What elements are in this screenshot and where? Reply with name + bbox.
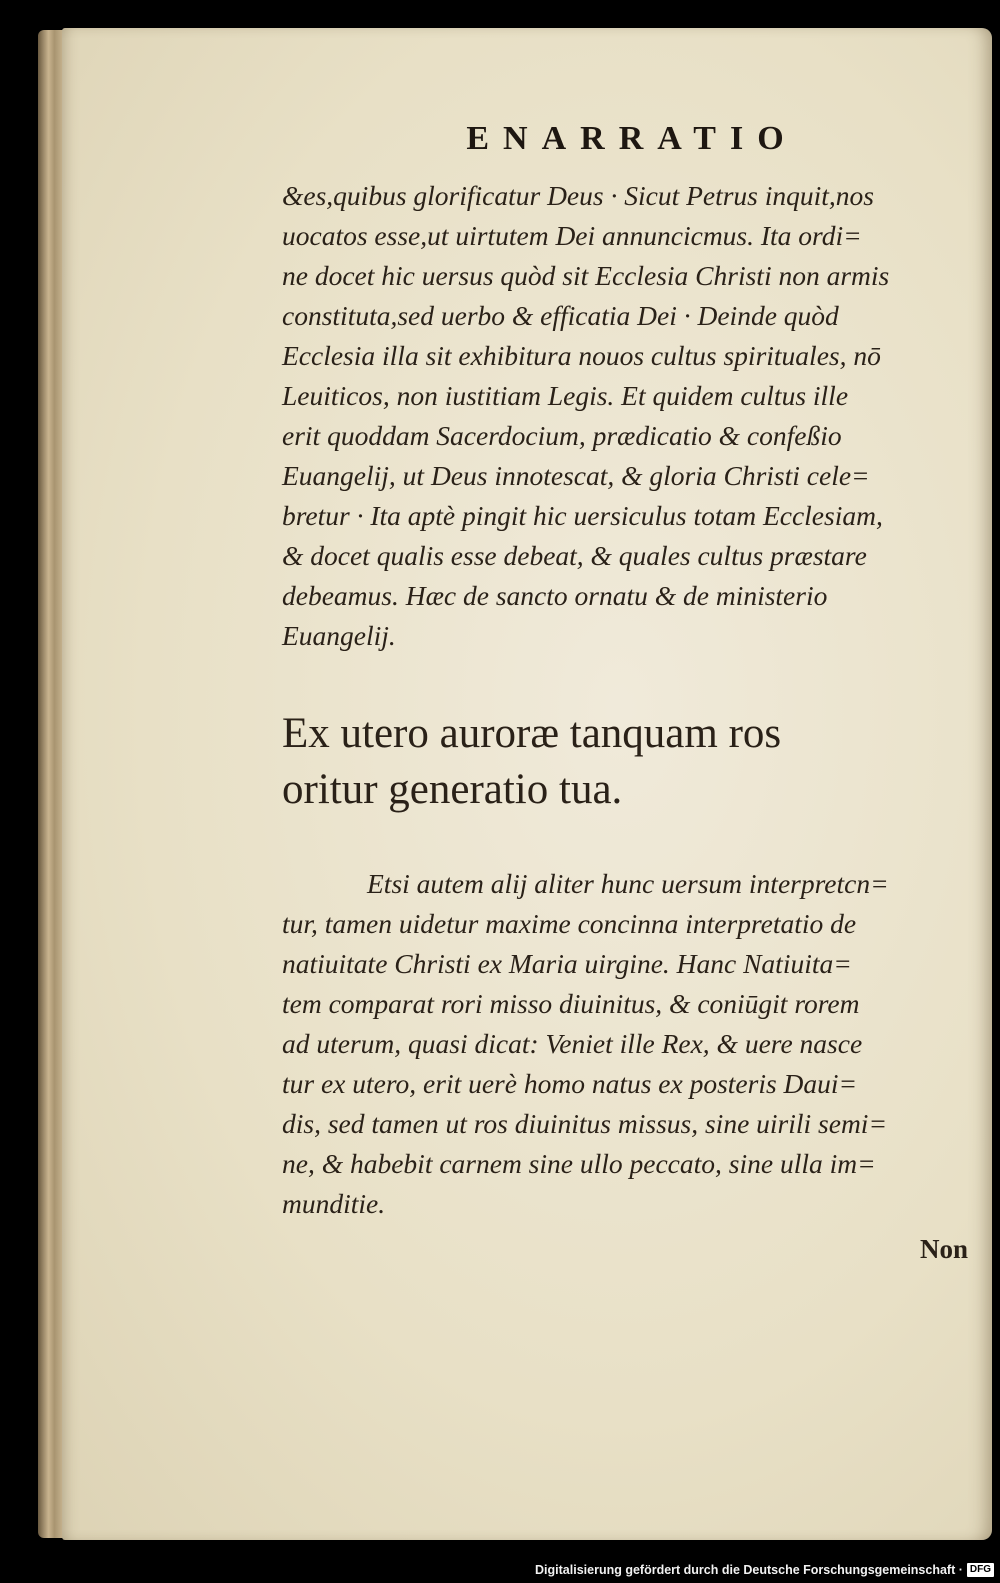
text-line: tur ex utero, erit uerè homo natus ex posteris Daui= xyxy=(282,1068,858,1099)
text-line: munditie. xyxy=(282,1188,386,1219)
dfg-logo-icon: DFG xyxy=(967,1563,994,1577)
verse-line: oritur generatio tua. xyxy=(282,766,623,813)
book-page xyxy=(62,28,992,1540)
text-line: Ecclesia illa sit exhibitura nouos cultus spirituales, nō xyxy=(282,340,881,371)
psalm-verse xyxy=(282,706,982,818)
text-line: Etsi autem alij aliter hunc uersum interpretcn= xyxy=(367,868,889,899)
text-line: erit quoddam Sacerdocium, prædicatio & confeßio xyxy=(282,420,842,451)
text-line: natiuitate Christi ex Maria uirgine. Hanc Natiuita= xyxy=(282,948,852,979)
text-line: Euangelij, ut Deus innotescat, & gloria Christi cele= xyxy=(282,460,870,491)
digitization-credit xyxy=(535,1559,994,1581)
text-line: tur, tamen uidetur maxime concinna interpretatio de xyxy=(282,908,857,939)
text-line: uocatos esse,ut uirtutem Dei annuncicmus. Ita ordi= xyxy=(282,220,862,251)
text-line: ad uterum, quasi dicat: Veniet ille Rex, & uere nasce xyxy=(282,1028,863,1059)
text-line: constituta,sed uerbo & efficatia Dei · Deinde quòd xyxy=(282,300,839,331)
text-line: dis, sed tamen ut ros diuinitus missus, sine uirili semi= xyxy=(282,1108,887,1139)
text-line: &es,quibus glorificatur Deus · Sicut Petrus inquit,nos xyxy=(282,180,875,211)
text-line: ne docet hic uersus quòd sit Ecclesia Christi non armis xyxy=(282,260,890,291)
text-line: & docet qualis esse debeat, & quales cultus præstare xyxy=(282,540,867,571)
page-content xyxy=(282,120,982,1265)
credit-text: Digitalisierung gefördert durch die Deutsche Forschungsgemeinschaft · xyxy=(535,1563,963,1577)
running-header: ENARRATIO xyxy=(466,120,798,157)
text-line: bretur · Ita aptè pingit hic uersiculus totam Ecclesiam, xyxy=(282,500,883,531)
paragraph-2 xyxy=(282,864,982,1224)
text-line: ne, & habebit carnem sine ullo peccato, sine ulla im= xyxy=(282,1148,876,1179)
text-line: debeamus. Hæc de sancto ornatu & de ministerio xyxy=(282,580,828,611)
paragraph-1 xyxy=(282,176,982,656)
text-line: tem comparat rori misso diuinitus, & coniūgit rorem xyxy=(282,988,860,1019)
text-line: Euangelij. xyxy=(282,620,396,651)
verse-line: Ex utero auroræ tanquam ros xyxy=(282,710,782,757)
text-line: Leuiticos, non iustitiam Legis. Et quidem cultus ille xyxy=(282,380,849,411)
catchword: Non xyxy=(919,1234,968,1264)
